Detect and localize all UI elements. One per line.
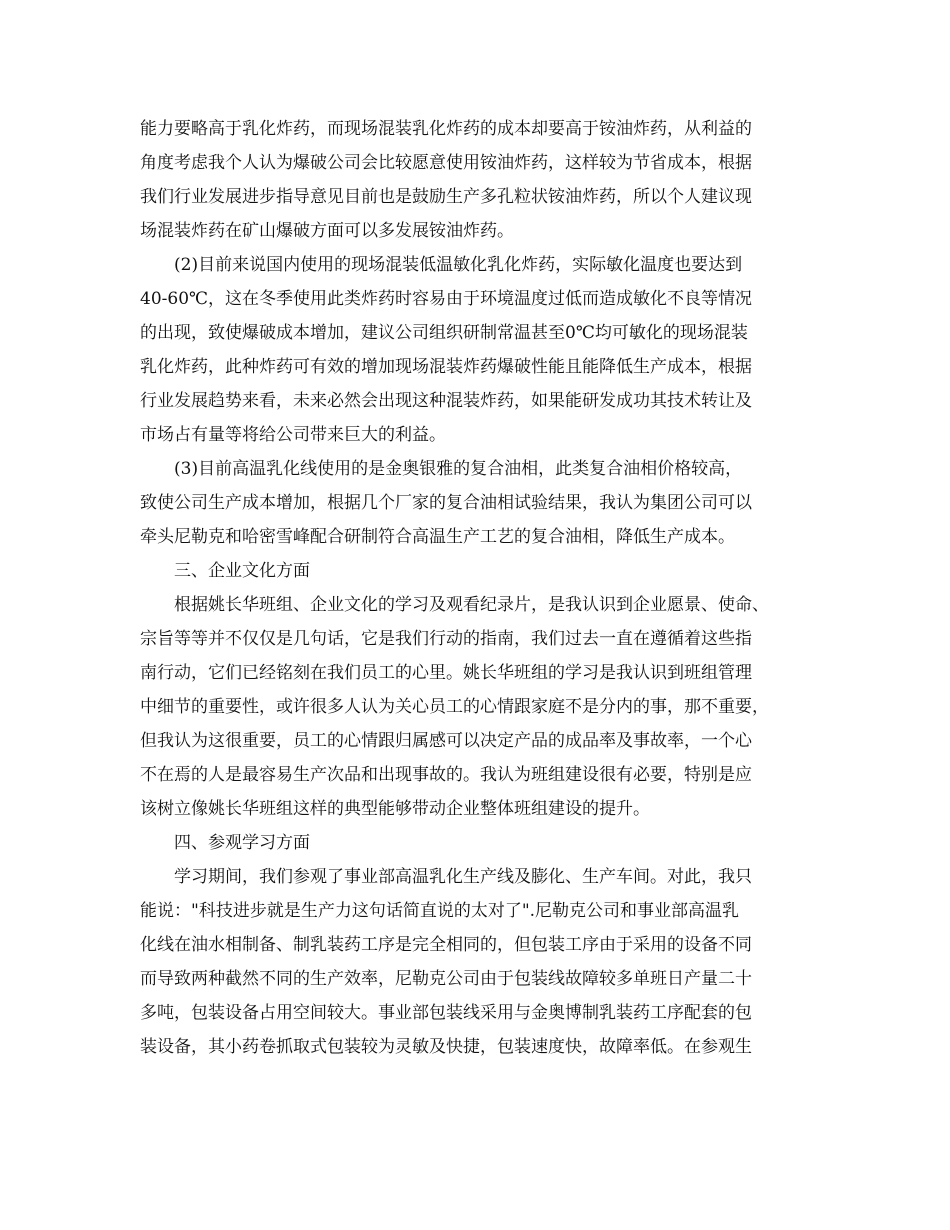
text-line: 四、参观学习方面: [174, 833, 310, 853]
paragraph: [140, 112, 822, 248]
text-line: 致使公司生产成本增加，根据几个厂家的复合油相试验结果，我认为集团公司可以: [140, 493, 752, 513]
text-line: 学习期间，我们参观了事业部高温乳化生产线及膨化、生产车间。对此，我只: [174, 867, 752, 887]
text-line: 市场占有量等将给公司带来巨大的利益。: [140, 425, 446, 445]
text-line: 角度考虑我个人认为爆破公司会比较愿意使用铵油炸药，这样较为节省成本，根据: [140, 153, 752, 173]
text-line: 化线在油水相制备、制乳装药工序是完全相同的，但包装工序由于采用的设备不同: [140, 935, 752, 955]
paragraph: [140, 860, 822, 1064]
text-line: 40-60℃，这在冬季使用此类炸药时容易由于环境温度过低而造成敏化不良等情况: [140, 289, 753, 309]
paragraph: [140, 588, 822, 826]
text-line: 多吨，包装设备占用空间较大。事业部包装线采用与金奥博制乳装药工序配套的包: [140, 1003, 752, 1023]
text-line: 不在焉的人是最容易生产次品和出现事故的。我认为班组建设很有必要，特别是应: [140, 765, 752, 785]
text-line: 南行动，它们已经铭刻在我们员工的心里。姚长华班组的学习是我认识到班组管理: [140, 663, 752, 683]
text-line: 牵头尼勒克和哈密雪峰配合研制符合高温生产工艺的复合油相，降低生产成本。: [140, 527, 735, 547]
text-line: 中细节的重要性，或许很多人认为关心员工的心情跟家庭不是分内的事，那不重要，: [140, 697, 769, 717]
text-line: 行业发展趋势来看，未来必然会出现这种混装炸药，如果能研发成功其技术转让及: [140, 391, 752, 411]
paragraph: [140, 248, 822, 452]
text-line: 根据姚长华班组、企业文化的学习及观看纪录片，是我认识到企业愿景、使命、: [174, 595, 769, 615]
text-line: 我们行业发展进步指导意见目前也是鼓励生产多孔粒状铵油炸药，所以个人建议现: [140, 187, 752, 207]
text-line: 装设备，其小药卷抓取式包装较为灵敏及快捷，包装速度快，故障率低。在参观生: [140, 1037, 752, 1057]
text-line: 而导致两种截然不同的生产效率，尼勒克公司由于包装线故障较多单班日产量二十: [140, 969, 752, 989]
text-line: 乳化炸药，此种炸药可有效的增加现场混装炸药爆破性能且能降低生产成本，根据: [140, 357, 752, 377]
text-line: 的出现，致使爆破成本增加，建议公司组织研制常温甚至0℃均可敏化的现场混装: [140, 323, 748, 343]
text-line: 该树立像姚长华班组这样的典型能够带动企业整体班组建设的提升。: [140, 799, 650, 819]
text-line: (2)目前来说国内使用的现场混装低温敏化乳化炸药，实际敏化温度也要达到: [174, 255, 743, 275]
text-line: 三、企业文化方面: [174, 561, 310, 581]
text-line: 宗旨等等并不仅仅是几句话，它是我们行动的指南，我们过去一直在遵循着这些指: [140, 629, 752, 649]
text-line: 场混装炸药在矿山爆破方面可以多发展铵油炸药。: [140, 221, 514, 241]
paragraph: [140, 554, 822, 588]
text-line: 但我认为这很重要，员工的心情跟归属感可以决定产品的成品率及事故率，一个心: [140, 731, 752, 751]
document-body: [140, 112, 822, 1064]
text-line: 能说："科技进步就是生产力这句话简直说的太对了".尼勒克公司和事业部高温乳: [140, 901, 740, 921]
text-line: 能力要略高于乳化炸药，而现场混装乳化炸药的成本却要高于铵油炸药，从利益的: [140, 119, 752, 139]
paragraph: [140, 452, 822, 554]
text-line: (3)目前高温乳化线使用的是金奥银雅的复合油相，此类复合油相价格较高，: [174, 459, 743, 479]
paragraph: [140, 826, 822, 860]
